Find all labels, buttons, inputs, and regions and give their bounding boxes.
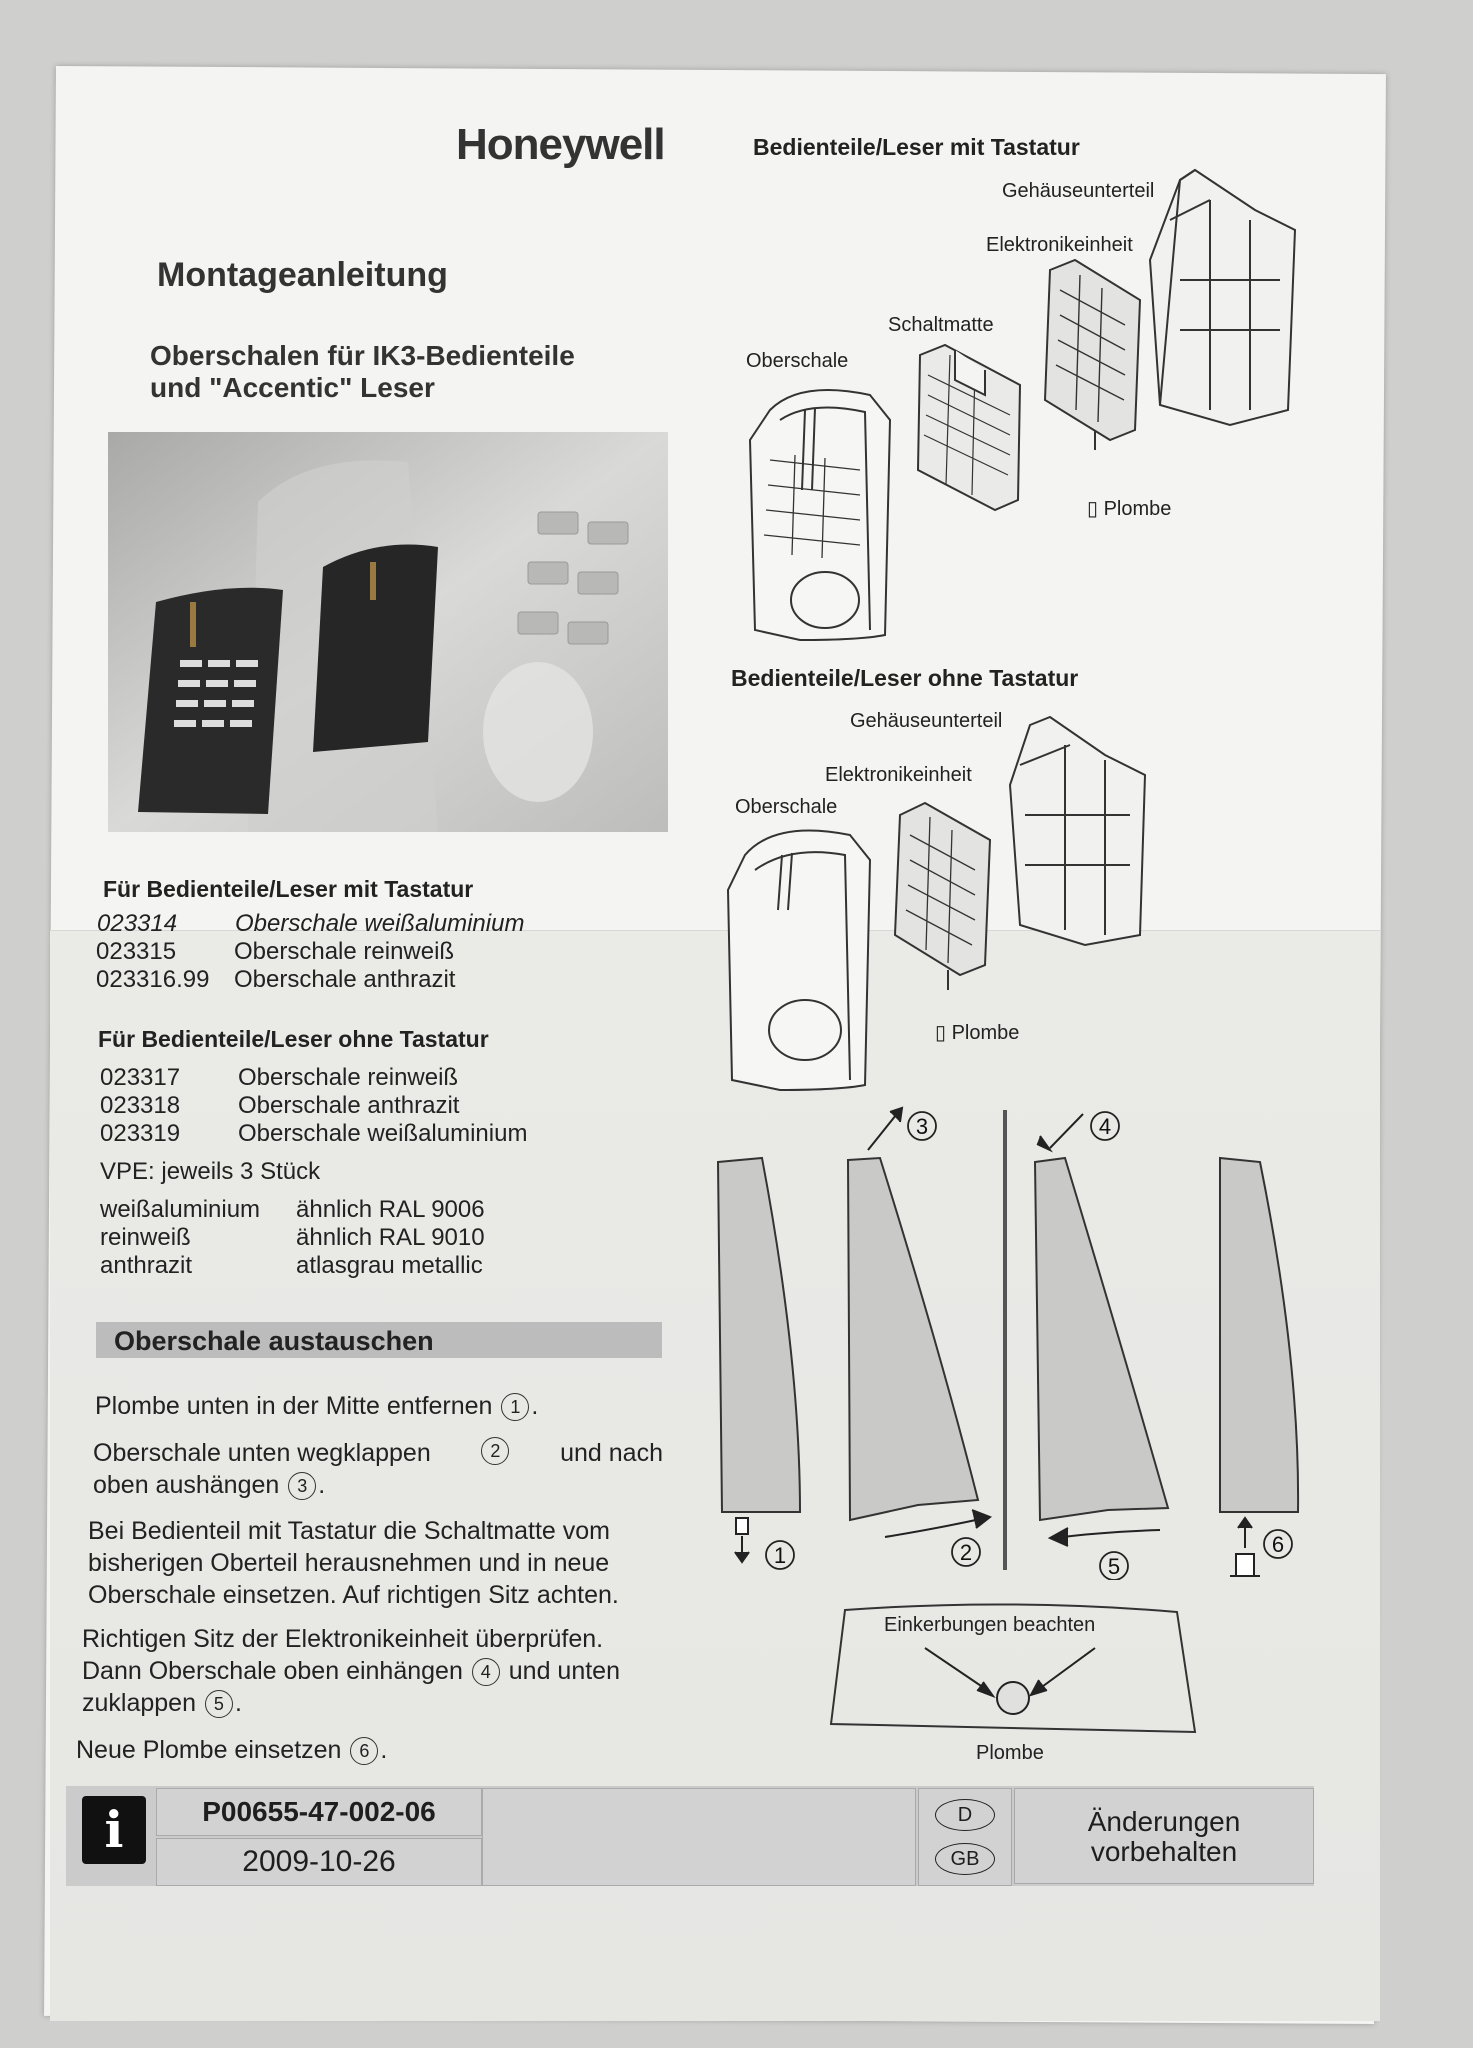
step-2 (93, 1437, 663, 1501)
article-code: 023316.99 (96, 966, 210, 993)
step-number-6: 6 (1271, 1532, 1285, 1557)
label-schaltmatte: Schaltmatte (888, 314, 994, 336)
step-punct: . (318, 1471, 326, 1499)
color-row (100, 1196, 485, 1224)
label-plombe-detail: Plombe (976, 1742, 1044, 1764)
shell-step-1 (718, 1158, 800, 1512)
diagram-heading-mit: Bedienteile/Leser mit Tastatur (753, 134, 1080, 160)
step-text: zuklappen (82, 1689, 196, 1717)
plombe-text: Plombe (1103, 498, 1172, 520)
step-line: Richtigen Sitz der Elektronikeinheit überprüfen. (82, 1625, 604, 1653)
section-heading-ohne-tastatur: Für Bedienteile/Leser ohne Tastatur (98, 1026, 489, 1052)
article-code: 023319 (100, 1120, 181, 1147)
step-1 (95, 1390, 538, 1422)
shell-step-2 (848, 1158, 978, 1520)
footer-note (1014, 1788, 1314, 1884)
article-description: Oberschale anthrazit (234, 966, 456, 993)
article-description: Oberschale weißaluminium (238, 1120, 528, 1147)
step-number-2: 2 (959, 1540, 973, 1565)
note-line-2: vorbehalten (1090, 1836, 1238, 1867)
step-number-4: 4 (472, 1658, 500, 1686)
info-icon-glyph: i (104, 1800, 124, 1859)
step-number-1: 1 (501, 1393, 529, 1421)
page-title: Montageanleitung (157, 256, 448, 294)
step-number-5: 5 (1107, 1554, 1121, 1579)
color-ral: ähnlich RAL 9010 (296, 1224, 485, 1251)
color-name: reinweiß (100, 1224, 191, 1251)
step-line: bisherigen Oberteil herausnehmen und in neue (88, 1549, 610, 1577)
step-line: Bei Bedienteil mit Tastatur die Schaltmatte vom (88, 1517, 611, 1545)
list-item (97, 910, 524, 938)
color-row (100, 1252, 483, 1280)
step-punct: . (234, 1689, 242, 1717)
document-code: P00655-47-002-06 (156, 1788, 482, 1836)
step-text: Neue Plombe einsetzen (76, 1736, 342, 1764)
step-text: Plombe unten in der Mitte entfernen (95, 1392, 493, 1420)
diagram-ohne-tastatur (720, 705, 1160, 1095)
step-text: oben aushängen (93, 1471, 280, 1499)
article-code: 023315 (96, 938, 177, 965)
article-code: 023318 (100, 1092, 181, 1119)
article-description: Oberschale weißaluminium (235, 910, 525, 937)
step-text: Dann Oberschale oben einhängen (82, 1657, 463, 1685)
plombe-icon: ▯ (1087, 498, 1099, 520)
step-punct: . (380, 1736, 388, 1764)
article-code: 023314 (97, 910, 178, 937)
list-item (96, 966, 455, 994)
label-gehaeuseunterteil: Gehäuseunterteil (1002, 180, 1155, 202)
list-item (96, 938, 454, 966)
step-number-4: 4 (1098, 1114, 1112, 1139)
plombe-icon: ▯ (935, 1022, 947, 1044)
shell-step-6 (1220, 1158, 1298, 1512)
section-heading-austauschen: Oberschale austauschen (114, 1326, 434, 1356)
step-line: Oberschale einsetzen. Auf richtigen Sitz achten. (88, 1581, 619, 1609)
label-elektronikeinheit: Elektronikeinheit (825, 764, 972, 786)
info-icon (82, 1796, 146, 1864)
footer-blank-cell (482, 1788, 916, 1886)
diagram-heading-ohne: Bedienteile/Leser ohne Tastatur (731, 665, 1079, 691)
subtitle-line-2: und "Accentic" Leser (150, 372, 435, 403)
step-number-5: 5 (205, 1690, 233, 1718)
color-name: anthrazit (100, 1252, 193, 1279)
section-heading-mit-tastatur: Für Bedienteile/Leser mit Tastatur (103, 876, 474, 902)
plombe-text: Plombe (951, 1022, 1020, 1044)
color-name: weißaluminium (100, 1196, 261, 1223)
diagram-mit-tastatur (740, 160, 1300, 650)
color-row (100, 1224, 485, 1252)
step-sequence-diagram (700, 1100, 1320, 1580)
note-line-1: Änderungen (1087, 1806, 1241, 1837)
article-code: 023317 (100, 1064, 181, 1091)
color-ral: ähnlich RAL 9006 (296, 1196, 485, 1223)
language-d: D (935, 1799, 995, 1831)
label-gehaeuseunterteil: Gehäuseunterteil (850, 710, 1003, 732)
article-description: Oberschale anthrazit (238, 1092, 460, 1119)
list-item (100, 1064, 458, 1092)
subtitle-line-1: Oberschalen für IK3-Bedienteile (150, 340, 575, 371)
step-number-2: 2 (481, 1437, 509, 1465)
step-text: und nach (560, 1439, 663, 1467)
step-4 (82, 1623, 620, 1719)
step-number-3: 3 (288, 1472, 316, 1500)
list-item (100, 1092, 459, 1120)
color-ral: atlasgrau metallic (296, 1252, 483, 1279)
language-gb: GB (935, 1843, 995, 1875)
article-description: Oberschale reinweiß (234, 938, 455, 965)
step-punct: . (531, 1392, 539, 1420)
label-einkerbungen: Einkerbungen beachten (884, 1614, 1096, 1636)
list-item (100, 1120, 527, 1148)
language-badges (918, 1788, 1012, 1886)
step-number-3: 3 (915, 1114, 929, 1139)
step-3 (88, 1515, 619, 1611)
shell-step-4 (1035, 1158, 1168, 1520)
step-text: und unten (508, 1657, 620, 1685)
step-text: Oberschale unten wegklappen (93, 1439, 431, 1467)
vpe-note: VPE: jeweils 3 Stück (100, 1158, 321, 1185)
honeywell-logo: Honeywell (456, 120, 665, 169)
product-photo (108, 432, 668, 832)
step-number-1: 1 (773, 1543, 787, 1568)
step-number-6: 6 (350, 1737, 378, 1765)
label-oberschale: Oberschale (746, 350, 849, 372)
article-description: Oberschale reinweiß (238, 1064, 459, 1091)
step-5 (76, 1734, 387, 1766)
label-elektronikeinheit: Elektronikeinheit (986, 234, 1133, 256)
document-date: 2009-10-26 (156, 1838, 482, 1886)
label-oberschale: Oberschale (735, 796, 838, 818)
page-subtitle (150, 340, 575, 404)
